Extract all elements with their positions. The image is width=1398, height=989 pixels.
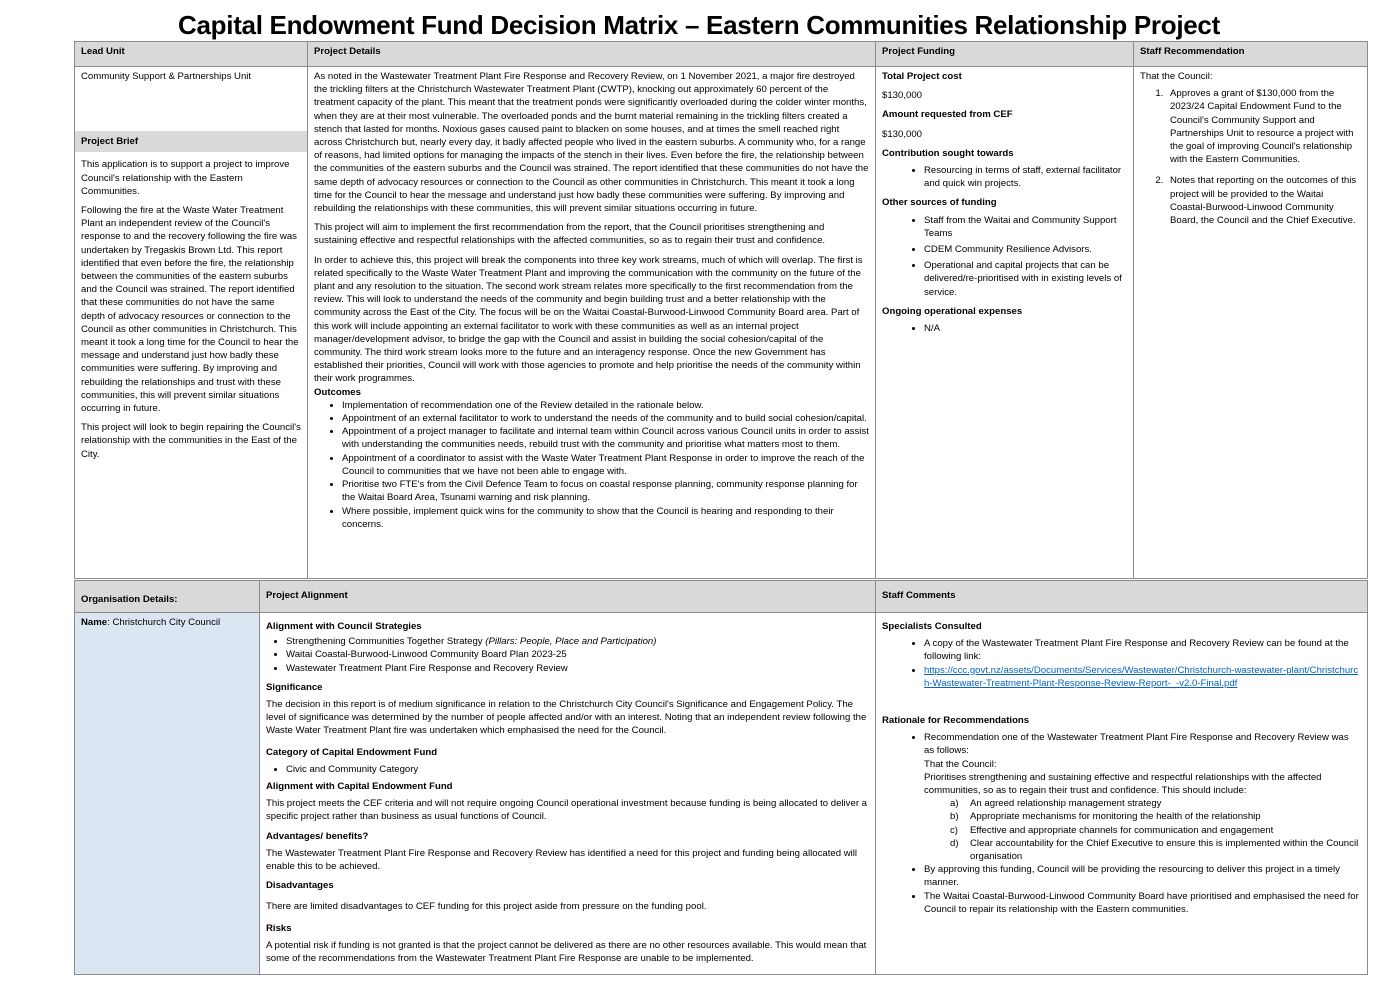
organisation-name [81,616,253,629]
header-organisation-details: Organisation Details: [75,581,260,613]
outcome-item: • Appointment of an external facilitator to work to understand the needs of the community and to build social cohesion/capital. [342,412,869,425]
recommendation-item: 2. Notes that reporting on the outcomes of this project will be provided to the Waitai Coastal-Burwood-Linwood Community Board, the Council and the Chief Executive. [1166,174,1361,227]
strategies-list [266,635,869,675]
project-alignment-cell [260,613,876,975]
organisation-details-cell [75,613,260,975]
project-details-cell [308,67,876,579]
strategy-item: • Waitai Coastal-Burwood-Linwood Community Board Plan 2023-25 [286,648,869,661]
ongoing-expenses-list [882,322,1127,335]
rationale-alpha-item [950,824,1361,837]
total-cost-value: $130,000 [882,90,923,102]
alpha-text: Appropriate mechanisms for monitoring the health of the relationship [970,811,1261,823]
project-funding-cell [876,67,1134,579]
rationale-intro: • Recommendation one of the Wastewater Treatment Plant Fire Response and Recovery Review was as follows: [924,732,1349,757]
strategy-name: Strengthening Communities Together Strategy [286,636,486,648]
cef-alignment-label: Alignment with Capital Endowment Fund [266,781,453,793]
recommendation-item: 1. Approves a grant of $130,000 from the 2023/24 Capital Endowment Fund to the Council's Community Support and Partnerships Unit to resource a project with the goal of improving Council's relationship with the Eastern Communities. [1166,87,1361,166]
header-staff-recommendation: Staff Recommendation [1134,42,1368,67]
ongoing-expenses-label: Ongoing operational expenses [882,305,1023,317]
alpha-marker: b) [950,811,959,823]
strategies-label: Alignment with Council Strategies [266,621,422,632]
header-lead-unit: Lead Unit [75,42,308,67]
specialist-link-item [924,664,1361,690]
other-sources-label: Other sources of funding [882,197,997,209]
other-source-item: • CDEM Community Resilience Advisors. [924,243,1127,256]
staff-comments-cell [876,613,1368,975]
alpha-marker: d) [950,837,959,849]
header-project-details: Project Details [308,42,876,67]
total-cost-label: Total Project cost [882,71,962,82]
amount-requested-value: $130,000 [882,128,923,140]
advantages-text: The Wastewater Treatment Plant Fire Response and Recovery Review has identified a need for this project and funding being allocated will enable this to be achieved. [266,847,858,873]
project-brief-header: Project Brief [75,131,307,152]
rationale-alpha-list [924,797,1361,863]
rationale-text: Prioritises strengthening and sustaining effective and respectful relationships with the affected communities, so as to regain their trust and confidence. This should include: [924,771,1322,797]
outcome-item: • Appointment of a project manager to facilitate and internal team within Council across various Council units in order to assist with understanding the communities needs, rebuild trust with the community and prioritise what matters most to them. [342,425,869,451]
risks-text: A potential risk if funding is not granted is that the project cannot be delivered as there are no other resources available. This would mean that some of the recommendations from the Wastewater Treatment Plant Fire Response are unable to be implemented. [266,939,867,965]
other-source-item: • Operational and capital projects that can be delivered/re-prioritised with in existing levels of service. [924,259,1127,299]
disadvantages-text: There are limited disadvantages to CEF funding for this project aside from pressure on the funding pool. [266,901,707,913]
lead-unit-cell [75,67,308,579]
specialists-label: Specialists Consulted [882,621,982,632]
category-label: Category of Capital Endowment Fund [266,746,438,758]
outcomes-label: Outcomes [314,386,361,398]
project-brief-paragraph: This project will look to begin repairing the Council's relationship with the communities in the East of the City. [81,422,301,460]
recommendation-intro: That the Council: [1140,71,1213,82]
specialist-item: • A copy of the Wastewater Treatment Plant Fire Response and Recovery Review can be found at the following link: [924,637,1361,663]
alpha-marker: a) [950,798,959,810]
outcomes-list [314,399,869,531]
details-paragraph: In order to achieve this, this project will break the components into three key work streams, much of which will overlap. The first is related specifically to the Waste Water Treatment Plant and improving the communication with the community on the future of the plant and any resolution to the situation. The second work stream relates more specifically to the first recommendation from the review. This will look to understand the needs of the community and begin building trust and a better relationship with the community across the East of the City. The focus will be on the Waitai Coastal-Burwood-Linwood Community Board area. Part of this work will include appointing an external facilitator to work with these communities as well as an internal project manager/development advisor, to bridge the gap with the Council and assist in building the social cohesion/capital of the community. The third work stream looks more to the future and an interagency response. Once the new Government has established their priorities, Council will work with those agencies to promote and help prioritise the needs of the community within their work programmes. [314,254,863,385]
outcome-item: • Prioritise two FTE's from the Civil Defence Team to focus on coastal response planning, community response planning for the Waitai Board Area, Tsunami warning and risk planning. [342,478,869,504]
details-paragraph: This project will aim to implement the first recommendation from the report, that the Council prioritises strengthening and sustaining effective and respectful relationships with the affected communities, so as to regain their trust and confidence. [314,222,826,247]
other-source-item: • Staff from the Waitai and Community Support Teams [924,214,1127,240]
contribution-list [882,164,1127,190]
outcome-item: • Appointment of a coordinator to assist with the Waste Water Treatment Plant Response in order to improve the reach of the Council to communities that we have not been able to engage with. [342,452,869,478]
rationale-label: Rationale for Recommendations [882,715,1030,727]
rationale-item [924,731,1361,863]
organisation-name-label: Name [81,617,108,628]
disadvantages-label: Disadvantages [266,880,334,892]
project-brief-paragraph: Following the fire at the Waste Water Treatment Plant an independent review of the Council's response to and the recovery following the fire was undertaken by Tregaskis Brown Ltd. This report identified that even before the fire, the relationship between the communities of the eastern suburbs and the Council was strained. The report identified that these communities do not have the same depth of advocacy resources or connection to the Council as other communities in Christchurch. This meant it took a long time for the Council to hear the message and understand just how badly these communities were suffering. By improving and rebuilding the relationships and trust with these communities, this will prevent similar situations occurring in future. [81,205,299,415]
project-table [74,41,1368,579]
alpha-text: Effective and appropriate channels for communication and engagement [970,824,1274,836]
significance-label: Significance [266,681,323,693]
ongoing-expense-item: • N/A [924,322,1127,335]
rationale-item: • The Waitai Coastal-Burwood-Linwood Community Board have prioritised and emphasised the need for Council to repair its relationship with the Eastern communities. [924,890,1361,916]
review-report-link[interactable]: https://ccc.govt.nz/assets/Documents/Services/Wastewater/Christchurch-wastewater-plant/Christchurch-Wastewater-Treatment-Plant-Response-Review-Report-_-v2.0-Final.pdf [924,664,1359,689]
outcome-item: • Implementation of recommendation one of the Review detailed in the rationale below. [342,399,869,412]
category-list [266,763,869,776]
header-project-funding: Project Funding [876,42,1134,67]
risks-label: Risks [266,922,292,934]
project-brief-paragraph: This application is to support a project to improve Council's relationship with the Eastern Communities. [81,159,290,197]
alpha-text: An agreed relationship management strategy [970,798,1162,810]
amount-requested-label: Amount requested from CEF [882,109,1013,121]
rationale-alpha-item [950,810,1361,823]
contribution-item: • Resourcing in terms of staff, external facilitator and quick win projects. [924,164,1127,190]
cef-alignment-text: This project meets the CEF criteria and will not require ongoing Council operational investment because funding is being allocated to deliver a specific project rather than business as usual functions of Council. [266,798,868,823]
outcome-item: • Where possible, implement quick wins for the community to show that the Council is hearing and responding to their concerns. [342,505,869,531]
rationale-list [882,731,1361,916]
specialists-list [882,637,1361,690]
page-title: Capital Endowment Fund Decision Matrix – Eastern Communities Relationship Project [178,10,1220,40]
alpha-text: Clear accountability for the Chief Executive to ensure this is implemented within the Council organisation [970,837,1359,863]
rationale-item: • By approving this funding, Council will be providing the resourcing to deliver this project in a timely manner. [924,863,1361,889]
strategy-pillars: (Pillars: People, Place and Participation) [485,636,657,648]
header-staff-comments: Staff Comments [876,581,1368,613]
lead-unit-value: Community Support & Partnerships Unit [81,71,252,82]
staff-recommendation-cell [1134,67,1368,579]
strategy-item [286,635,869,648]
other-sources-list [882,214,1127,299]
organisation-name-value: : Christchurch City Council [107,617,221,628]
advantages-label: Advantages/ benefits? [266,830,369,842]
alignment-table [74,580,1368,975]
rationale-alpha-item [950,797,1361,810]
alpha-marker: c) [950,824,958,836]
significance-text: The decision in this report is of medium significance in relation to the Christchurch City Council's Significance and Engagement Policy. The level of significance was determined by the number of people affected and/or with an interest. Noting that an independent review following the Waste Water Treatment Plant fire was undertaken which emphasised the need for the Council. [266,699,867,737]
category-item: • Civic and Community Category [286,763,869,776]
contribution-label: Contribution sought towards [882,147,1014,159]
recommendation-list [1140,87,1361,227]
details-paragraph: As noted in the Wastewater Treatment Plant Fire Response and Recovery Review, on 1 November 2021, a major fire destroyed the trickling filters at the Christchurch Wastewater Treatment Plant (CWTP), knocking out approximately 60 percent of the treatment capacity of the plant. This meant that the treatment ponds were significantly overloaded during the colder winter months, when they are at their most vulnerable. The overloaded ponds and the burnt material remaining in the trickling filters created a stench that lasted for months. Noxious gases caused paint to blacken on some houses, and at times the smell reached right across Christchurch but, nearly every day, it badly affected people who lived in the eastern suburbs. A community who, for a range of reasons, had limited options for managing the impacts of the stench in their lives. Even before the fire, the relationship between the communities of the eastern suburbs and the Council was strained. The report identified that these communities do not have the same depth of advocacy resources or connection to the Council as other communities in Christchurch. This meant it took a long time for the Council to hear the message and understand just how badly these communities were suffering. By improving and rebuilding the relationships with these communities, this will prevent similar situations occurring in future. [314,71,869,215]
rationale-that: That the Council: [924,758,997,770]
strategy-item: • Wastewater Treatment Plant Fire Response and Recovery Review [286,662,869,675]
rationale-alpha-item [950,837,1361,863]
header-project-alignment: Project Alignment [260,581,876,613]
